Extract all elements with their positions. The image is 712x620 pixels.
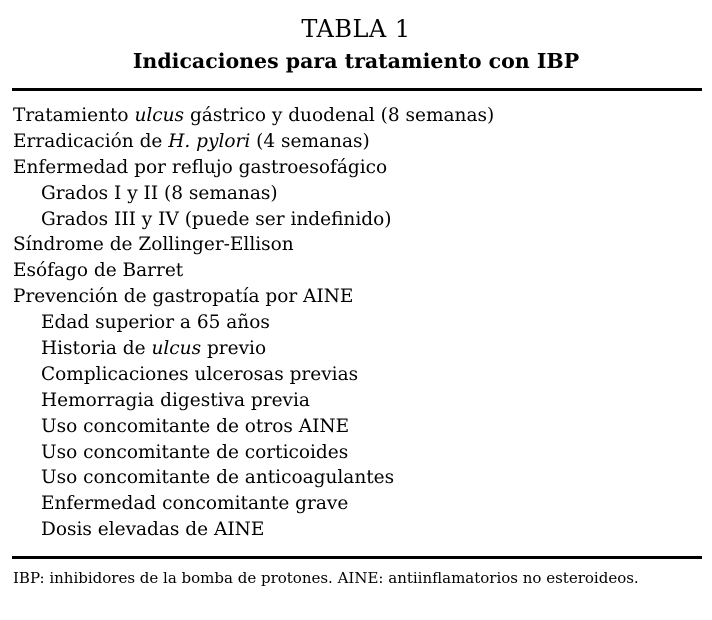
table-footnote: IBP: inhibidores de la bomba de protones. AINE: antiinflamatorios no esteroideos. xyxy=(13,569,639,587)
text-segment: Historia de xyxy=(41,338,152,360)
indication-item xyxy=(13,103,703,129)
text-segment: Grados I y II (8 semanas) xyxy=(41,182,278,204)
table-title: Indicaciones para tratamiento con IBP xyxy=(132,49,580,73)
table-number: TABLA 1 xyxy=(301,15,411,43)
indications-list xyxy=(13,103,703,543)
indication-item xyxy=(13,284,703,310)
text-segment: Enfermedad concomitante grave xyxy=(41,493,349,515)
italic-term: ulcus xyxy=(134,105,185,126)
indication-subitem xyxy=(13,388,703,414)
indication-subitem xyxy=(13,310,703,336)
text-segment: Uso concomitante de anticoagulantes xyxy=(41,467,395,489)
text-segment: Grados III y IV (puede ser indefinido) xyxy=(41,208,392,230)
italic-term: H. pylori xyxy=(168,130,251,152)
indication-subitem xyxy=(13,491,703,517)
indication-subitem xyxy=(13,465,703,491)
bottom-rule xyxy=(12,556,702,559)
indication-item xyxy=(13,258,703,284)
text-segment: Uso concomitante de otros AINE xyxy=(41,415,350,437)
text-segment: Síndrome de Zollinger-Ellison xyxy=(13,234,294,256)
indication-subitem xyxy=(13,414,703,440)
text-segment: Uso concomitante de corticoides xyxy=(41,441,349,463)
text-segment: Hemorragia digestiva previa xyxy=(41,389,310,411)
text-segment: previo xyxy=(201,338,267,360)
text-segment: Complicaciones ulcerosas previas xyxy=(41,363,359,385)
text-segment: Prevención de gastropatía por AINE xyxy=(13,286,354,308)
text-segment: Esófago de Barret xyxy=(13,260,184,282)
indication-subitem xyxy=(13,181,703,207)
text-segment: Erradicación de xyxy=(13,130,169,152)
indication-subitem xyxy=(13,440,703,466)
indication-item xyxy=(13,155,703,181)
indication-subitem xyxy=(13,517,703,543)
italic-term: ulcus xyxy=(151,338,202,360)
text-segment: gástrico y duodenal (8 semanas) xyxy=(184,105,495,126)
indication-item xyxy=(13,232,703,258)
indication-item xyxy=(13,129,703,155)
text-segment: Edad superior a 65 años xyxy=(41,312,270,334)
indication-subitem xyxy=(13,362,703,388)
top-rule xyxy=(12,88,702,91)
indication-subitem xyxy=(13,336,703,362)
text-segment: (4 semanas) xyxy=(250,130,370,152)
text-segment: Tratamiento xyxy=(13,105,135,126)
indication-subitem xyxy=(13,207,703,233)
text-segment: Enfermedad por reflujo gastroesofágico xyxy=(13,156,388,178)
text-segment: Dosis elevadas de AINE xyxy=(41,519,265,541)
